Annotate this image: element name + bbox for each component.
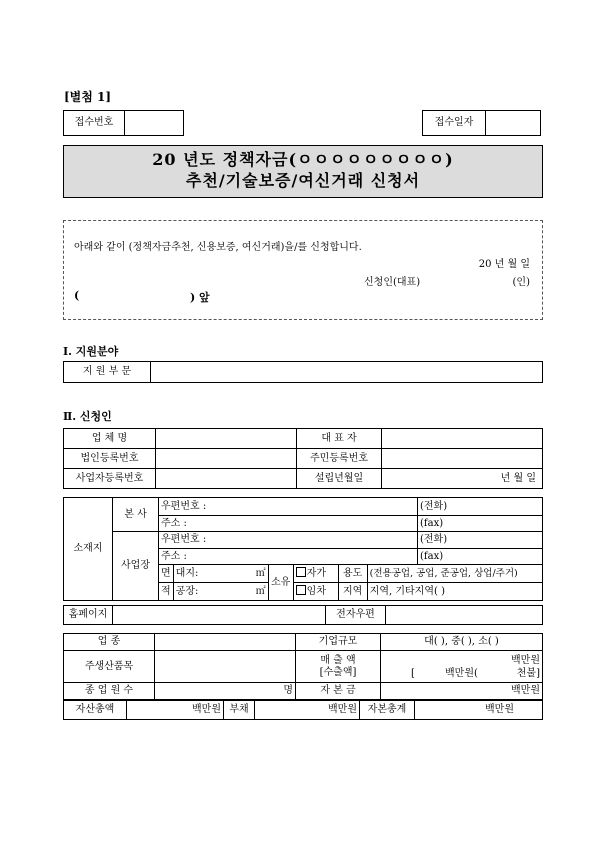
support-field-label: 지 원 부 문	[64, 362, 151, 383]
founding-date-label: 설립년월일	[297, 469, 382, 489]
email-label: 전자우편	[326, 606, 386, 625]
capital-unit: 백만원	[511, 685, 540, 696]
reception-number-label: 접수번호	[64, 111, 125, 136]
export-million-unit: 백만원(	[445, 667, 478, 679]
addressee-close: ) 앞	[190, 291, 210, 304]
company-name-field[interactable]	[156, 429, 297, 449]
founding-date-field[interactable]: 년 월 일	[382, 469, 543, 489]
head-office-label: 본 사	[113, 498, 159, 532]
company-size-field[interactable]: 대( ), 중( ), 소( )	[381, 634, 543, 651]
business-info-table	[63, 633, 543, 700]
company-size-label: 기업규모	[296, 634, 381, 651]
total-assets-label: 자산총액	[64, 701, 127, 720]
leased-label: 임차	[306, 586, 326, 597]
area-label-2: 적	[159, 583, 174, 601]
corp-reg-no-label: 법인등록번호	[64, 449, 156, 469]
total-equity-field[interactable]	[415, 701, 543, 720]
sales-label	[296, 651, 381, 683]
head-office-phone[interactable]: (전화)	[418, 498, 543, 516]
total-assets-unit: 백만원	[192, 704, 221, 715]
liabilities-unit: 백만원	[328, 704, 357, 715]
seal-mark: (인)	[512, 277, 530, 288]
representative-label: 대 표 자	[297, 429, 382, 449]
export-line	[383, 667, 540, 680]
sales-unit: 백만원	[511, 654, 540, 666]
total-assets-field[interactable]	[127, 701, 224, 720]
usage-value-1[interactable]: (전용공업, 공업, 준공업, 상업/주거)	[367, 565, 542, 583]
business-site-fax[interactable]: (fax)	[418, 549, 543, 565]
resident-reg-no-label: 주민등록번호	[297, 449, 382, 469]
owned-checkbox[interactable]	[296, 567, 306, 577]
business-site-phone[interactable]: (전화)	[418, 532, 543, 549]
assets-table	[63, 700, 543, 720]
location-label: 소재지	[64, 498, 113, 601]
sales-label-1: 매 출 액	[320, 654, 356, 666]
liabilities-label: 부채	[224, 701, 255, 720]
company-name-label: 업 체 명	[64, 429, 156, 449]
business-site-address[interactable]: 주소 :	[159, 549, 418, 565]
contact-table	[63, 605, 543, 625]
business-site-postal-code[interactable]: 우편번호 :	[159, 532, 418, 549]
usage-label-1: 용도	[338, 565, 367, 583]
leased-checkbox[interactable]	[296, 585, 306, 595]
application-statement-box	[63, 220, 543, 320]
biz-reg-no-field[interactable]	[156, 469, 297, 489]
capital-field[interactable]	[381, 683, 543, 700]
sales-field[interactable]	[381, 651, 543, 683]
owned-label: 자가	[306, 568, 326, 579]
section-1-heading: Ⅰ. 지원분야	[63, 345, 119, 358]
support-field-value[interactable]	[151, 362, 543, 383]
reception-number-table	[63, 110, 184, 136]
email-field[interactable]	[386, 606, 543, 625]
applicant-label: 신청인(대표)	[364, 277, 421, 288]
land-area-field[interactable]	[173, 565, 268, 583]
liabilities-field[interactable]	[255, 701, 360, 720]
head-office-fax[interactable]: (fax)	[418, 516, 543, 532]
homepage-field[interactable]	[113, 606, 326, 625]
homepage-label: 홈페이지	[64, 606, 113, 625]
reception-date-field[interactable]	[486, 111, 541, 136]
reception-date-table	[422, 110, 541, 136]
business-site-label: 사업장	[113, 532, 159, 601]
capital-label: 자 본 금	[296, 683, 381, 700]
sales-label-2: [수출액]	[319, 666, 357, 678]
factory-area-field[interactable]	[173, 583, 268, 601]
employees-label: 종 업 원 수	[64, 683, 155, 700]
reception-date-label: 접수일자	[423, 111, 486, 136]
land-area-label: 대지:	[175, 567, 199, 579]
corp-reg-no-field[interactable]	[156, 449, 297, 469]
biz-reg-no-label: 사업자등록번호	[64, 469, 156, 489]
export-bracket-open: [	[411, 667, 415, 679]
main-products-label: 주생산품목	[64, 651, 155, 683]
total-equity-unit: 백만원	[485, 704, 514, 715]
title-line-1: 20 년도 정책자금(ㅇㅇㅇㅇㅇㅇㅇㅇㅇ)	[152, 150, 454, 169]
application-statement: 아래와 같이 (정책자금추천, 신용보증, 여신거래)을/를 신청합니다.	[74, 242, 362, 253]
ownership-label: 소유	[268, 565, 293, 601]
applicant-basic-table	[63, 428, 543, 489]
usage-label-2: 지역	[338, 583, 367, 601]
attachment-label: [별첨 1]	[64, 90, 112, 104]
resident-reg-no-field[interactable]	[382, 449, 543, 469]
title-line-2: 추천/기술보증/여신거래 신청서	[185, 171, 421, 190]
owned-option[interactable]	[293, 565, 338, 583]
usage-value-2[interactable]: 지역, 기타지역( )	[367, 583, 542, 601]
reception-number-field[interactable]	[125, 111, 184, 136]
industry-field[interactable]	[155, 634, 296, 651]
application-date[interactable]: 20 년 월 일	[478, 259, 530, 270]
land-area-unit: ㎡	[255, 567, 266, 579]
addressee-open: (	[74, 289, 80, 302]
employees-unit: 명	[283, 685, 293, 696]
total-equity-label: 자본총계	[360, 701, 415, 720]
industry-label: 업 종	[64, 634, 155, 651]
export-thousand-usd-unit: 천불]	[516, 667, 540, 679]
employees-field[interactable]	[155, 683, 296, 700]
section-2-heading: Ⅱ. 신청인	[63, 410, 112, 423]
leased-option[interactable]	[293, 583, 338, 601]
head-office-postal-code[interactable]: 우편번호 :	[159, 498, 418, 516]
representative-field[interactable]	[382, 429, 543, 449]
location-table	[63, 497, 543, 601]
factory-area-unit: ㎡	[255, 585, 266, 597]
head-office-address[interactable]: 주소 :	[159, 516, 418, 532]
support-field-table	[63, 361, 543, 383]
title-box	[63, 145, 543, 198]
area-label-1: 면	[159, 565, 174, 583]
factory-area-label: 공장:	[175, 585, 199, 597]
main-products-field[interactable]	[155, 651, 296, 683]
